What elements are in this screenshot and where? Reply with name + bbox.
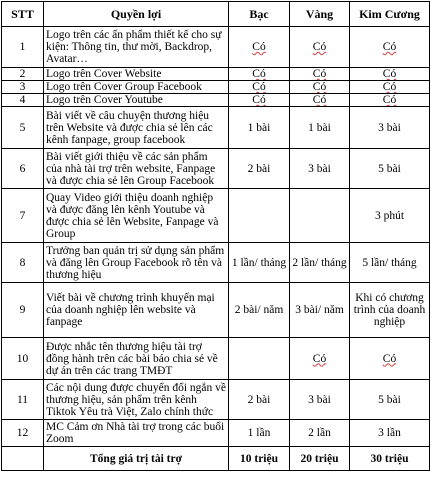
diamond-value: Có [350, 94, 430, 107]
gold-value: Có [290, 81, 350, 94]
row-number: 12 [2, 420, 44, 447]
gold-value: Có [290, 94, 350, 107]
benefit-text: Quay Video giới thiệu doanh nghiệp và được đăng lên kênh Youtube và được chia sẻ lên Website, Fanpage và Group [44, 189, 229, 243]
total-diamond: 30 triệu [350, 447, 430, 471]
row-number: 6 [2, 149, 44, 189]
silver-value: Có [229, 94, 290, 107]
footer-stt-empty [2, 447, 44, 471]
table-row [2, 283, 430, 338]
diamond-value: 5 lần/ tháng [350, 243, 430, 283]
silver-value: 1 bài [229, 107, 290, 149]
benefit-text: Logo trên các ấn phẩm thiết kế cho sự kiện: Thông tin, thư mời, Backdrop, Avatar… [44, 27, 229, 68]
gold-value: 1 bài [290, 107, 350, 149]
benefit-text: Logo trên Cover Group Facebook [44, 81, 229, 94]
table-row [2, 81, 430, 94]
table-row [2, 243, 430, 283]
benefit-text: Các nội dung được chuyển đổi ngắn về thương hiệu, sản phẩm trên kênh Tiktok Yêu trà Việt, Zalo chính thức [44, 380, 229, 420]
benefit-text: Logo trên Cover Youtube [44, 94, 229, 107]
row-number: 8 [2, 243, 44, 283]
silver-value [229, 338, 290, 380]
header-gold: Vàng [290, 2, 350, 27]
gold-value: Có [290, 338, 350, 380]
row-number: 4 [2, 94, 44, 107]
silver-value: 2 bài/ năm [229, 283, 290, 338]
benefit-text: Bài viết giới thiệu về các sản phẩm của nhà tài trợ trên website, Fanpage và được chia sẻ lên Group Facebook [44, 149, 229, 189]
silver-value: 1 lần/ tháng [229, 243, 290, 283]
sponsorship-benefits-table [1, 1, 430, 471]
silver-value: Có [229, 81, 290, 94]
diamond-value: 3 lần [350, 420, 430, 447]
gold-value: Có [290, 68, 350, 81]
diamond-value: 5 bài [350, 380, 430, 420]
total-silver: 10 triệu [229, 447, 290, 471]
table-row [2, 149, 430, 189]
gold-value: 2 lần [290, 420, 350, 447]
table-header-row [2, 2, 430, 27]
diamond-value: Khi có chương trình của doanh nghiệp [350, 283, 430, 338]
total-gold: 20 triệu [290, 447, 350, 471]
row-number: 5 [2, 107, 44, 149]
diamond-value: Có [350, 338, 430, 380]
silver-value: Có [229, 27, 290, 68]
table-row [2, 27, 430, 68]
diamond-value: Có [350, 27, 430, 68]
header-silver: Bạc [229, 2, 290, 27]
benefit-text: Được nhắc tên thương hiệu tài trợ đồng hành trên các bài báo chia sẻ về dự án trên các trang TMĐT [44, 338, 229, 380]
silver-value: Có [229, 68, 290, 81]
table-row [2, 107, 430, 149]
row-number: 10 [2, 338, 44, 380]
row-number: 7 [2, 189, 44, 243]
table-row [2, 420, 430, 447]
diamond-value: 3 phút [350, 189, 430, 243]
silver-value [229, 189, 290, 243]
table-row [2, 380, 430, 420]
diamond-value: Có [350, 81, 430, 94]
header-benefit: Quyền lợi [44, 2, 229, 27]
total-label: Tổng giá trị tài trợ [44, 447, 229, 471]
gold-value: 3 bài/ năm [290, 283, 350, 338]
gold-value: Có [290, 27, 350, 68]
gold-value: 3 bài [290, 149, 350, 189]
benefit-text: Logo trên Cover Website [44, 68, 229, 81]
header-stt: STT [2, 2, 44, 27]
benefit-text: Viết bài về chương trình khuyến mại của doanh nghiệp lên website và fanpage [44, 283, 229, 338]
benefit-text: MC Cảm ơn Nhà tài trợ trong các buổi Zoom [44, 420, 229, 447]
silver-value: 2 bài [229, 149, 290, 189]
diamond-value: 5 bài [350, 149, 430, 189]
row-number: 2 [2, 68, 44, 81]
benefit-text: Trưởng ban quản trị sử dụng sản phẩm và đăng lên Group Facebook rõ tên và thương hiệu [44, 243, 229, 283]
row-number: 11 [2, 380, 44, 420]
table-row [2, 94, 430, 107]
table-row [2, 338, 430, 380]
gold-value: 3 bài [290, 380, 350, 420]
silver-value: 1 lần [229, 420, 290, 447]
benefit-text: Bài viết về câu chuyện thương hiệu trên Website và được chia sẻ lên các kênh fanpage, group facebook [44, 107, 229, 149]
silver-value: 2 bài [229, 380, 290, 420]
table-row [2, 189, 430, 243]
table-row [2, 68, 430, 81]
row-number: 1 [2, 27, 44, 68]
diamond-value: Có [350, 68, 430, 81]
header-diamond: Kim Cương [350, 2, 430, 27]
gold-value: 2 lần/ tháng [290, 243, 350, 283]
gold-value [290, 189, 350, 243]
diamond-value: 3 bài [350, 107, 430, 149]
row-number: 3 [2, 81, 44, 94]
row-number: 9 [2, 283, 44, 338]
table-footer-row [2, 447, 430, 471]
